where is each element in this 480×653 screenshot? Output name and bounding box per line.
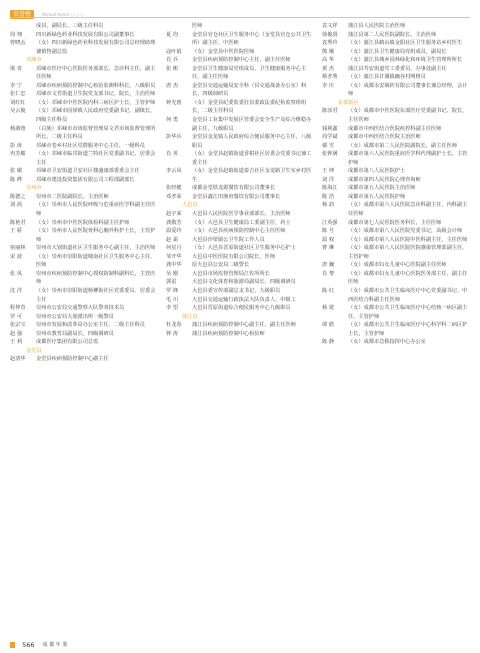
honoree-name: 徐俊贤 — [322, 31, 338, 38]
column-middle — [166, 22, 314, 338]
honoree-title: （女）成都市公共卫生临床医疗中心科学科二病区护士长，主管护师 — [348, 322, 468, 337]
honoree-entry — [166, 330, 314, 339]
region-heading: 邛崃市 — [26, 57, 42, 64]
honoree-entry — [166, 261, 314, 270]
honoree-title: （女）成都市第六人民医院急诊科副主任，内科副主任医师 — [348, 202, 468, 218]
honoree-entry — [166, 236, 314, 245]
honoree-title: （女）金堂县中医医院医师 — [192, 48, 255, 55]
honoree-name: 李 望 — [166, 305, 179, 312]
honoree-entry — [166, 296, 314, 305]
honoree-name: 温 权 — [322, 236, 335, 243]
honoree-title: （女）崇州市人民医院骨科心胸外科护士长，主管护师 — [36, 228, 156, 243]
honoree-name: 龚中华 — [166, 262, 182, 269]
honoree-title: 蒲江县疾病预防控制中心检验师 — [192, 330, 265, 337]
honoree-name: 何 勇 — [166, 117, 179, 124]
honoree-entry — [322, 321, 470, 338]
honoree-entry — [322, 270, 470, 287]
honoree-entry — [322, 150, 470, 167]
page-footer — [10, 634, 470, 649]
honoree-title: （女）金堂县赵镇街道香柑社区居委会党委书记兼工委主任 — [192, 151, 312, 166]
honoree-title: 崇州市公安局交通警察大队警务技术员 — [36, 305, 125, 312]
honoree-title: 金堂县官仓社区卫生服务中心（金堂县官仓公共卫生所）副主任、中医师 — [192, 31, 312, 47]
honoree-entry — [166, 31, 314, 48]
honoree-entry — [322, 107, 470, 124]
honoree-name: 曾晓丢 — [10, 40, 26, 47]
honoree-title: 崇州市大划街道社区卫生服务中心副主任，主治医师 — [36, 245, 156, 252]
honoree-entry — [10, 107, 158, 124]
honoree-entry — [322, 125, 470, 134]
honoree-name: 冉芳媚 — [10, 151, 26, 158]
honoree-entry — [322, 56, 470, 65]
honoree-title: 邛崃市文君街道卫生院党支部书记、院长，主治医师 — [36, 91, 156, 98]
honoree-title: 蒲江县疾病预防控制中心副主任，副主任医师 — [192, 322, 296, 329]
honoree-entry — [166, 167, 314, 184]
honoree-name: 刘 洋 — [322, 176, 335, 183]
honoree-entry — [166, 184, 314, 193]
honoree-name: 钱利鑫 — [322, 125, 338, 132]
honoree-title: 邛崃市卫安街道卫安社区楼盛康部委委会主任 — [36, 168, 140, 175]
honoree-name: 陈艳君 — [10, 219, 26, 226]
honoree-name: 周学斌 — [322, 134, 338, 141]
honoree-title: 金堂县疾病预防控制中心主任，副主任医师 — [192, 57, 291, 64]
honoree-entry — [10, 150, 158, 167]
honoree-entry — [166, 56, 314, 65]
honoree-entry — [10, 193, 158, 202]
honoree-entry — [10, 65, 158, 82]
honoree-entry — [322, 236, 470, 245]
honoree-title: （女）邛崃市固驿镇人民政府党委副书记、副镇长，四级主任科员 — [36, 108, 156, 124]
honoree-title: 成县，副局长、三级主任科员 — [36, 23, 104, 29]
honoree-title: （女）崇州市崇阳街道城南社区卫生服务中心主任、医师 — [36, 253, 156, 269]
honoree-name: 彭华兵 — [166, 134, 182, 141]
honoree-title: （女）大邑县卫生健康局工委副主任，药士 — [192, 219, 291, 226]
honoree-name: 龚敬芳 — [166, 219, 182, 226]
honoree-title: 金堂县金龙镇人民政府综合便民服务中心主任，八级职员 — [192, 134, 312, 149]
honoree-name: 李 宁 — [10, 82, 23, 89]
honoree-title: （女）金堂县赵镇街道泰吉社区金龙路卫生室乡村医生 — [192, 168, 312, 183]
honoree-entry — [10, 287, 158, 304]
honoree-entry — [10, 167, 158, 176]
honoree-name: 陈 静 — [322, 339, 335, 346]
honoree-entry — [10, 99, 158, 108]
section-badge: 荣誉榜 — [10, 10, 34, 19]
honoree-title: （女）大邑县疾病预防控制中心主任医师 — [192, 228, 286, 235]
honoree-entry — [166, 65, 314, 82]
honoree-name: 宋 波 — [10, 253, 23, 260]
honoree-entry — [322, 304, 470, 321]
honoree-name: 肖 兵 — [166, 57, 179, 64]
honoree-title: （女）蒲江县鹤山镇金阳社区卫生服务站乡村医生 — [348, 40, 463, 47]
honoree-name: 邓孝荣 — [166, 193, 182, 200]
honoree-title: 崇州市二医院副院长，主治医师 — [36, 193, 109, 200]
honoree-entry — [166, 133, 314, 150]
honoree-entry — [10, 270, 158, 287]
honoree-entry — [166, 82, 314, 99]
honoree-name: 寇叶娟 — [166, 48, 182, 55]
honoree-title: 邛崃市医疗中心医院医务部部长、急诊科主任，副主任医师 — [36, 65, 156, 81]
honoree-title: 金堂县鑫江田渔府餐饮有限公司董事长 — [192, 193, 281, 200]
honoree-title: 成都市第四人民医院心理咨询师 — [348, 176, 421, 183]
honoree-entry — [10, 338, 158, 347]
honoree-title: 金堂县工业集中发展区管委会安全生产及综合维稳办副主任，九级职员 — [192, 117, 312, 132]
honoree-entry — [166, 193, 314, 202]
honoree-name: 唐 巍 — [322, 262, 335, 269]
region-heading: 蒲江县 — [182, 313, 198, 320]
region-heading: 金堂县 — [26, 347, 42, 354]
honoree-title: 金堂县卫生健康局党组成员、卫生健康服务中心主任，副主任医师 — [192, 65, 307, 81]
honoree-name: 曹 琳 — [322, 245, 335, 252]
honoree-title: （女）四川新绿色药业科技发展有限公司总经理助理兼销售副总监 — [36, 40, 156, 55]
header-subtitle: Annual Honor ○ ○ ○ — [42, 12, 84, 17]
honoree-name: 刘红红 — [10, 99, 26, 106]
honoree-entry — [166, 48, 314, 57]
honoree-entry — [322, 82, 470, 99]
honoree-title: 邛崃市建设投资集团有限公司工程部副部长 — [36, 176, 135, 183]
honoree-entry — [10, 90, 158, 99]
honoree-name: 周 翔 — [10, 31, 23, 38]
honoree-name: 温爱玲 — [166, 228, 182, 235]
honoree-title: 成都市第五人民医院主治医师 — [348, 185, 416, 192]
honoree-name: 沈 洋 — [10, 287, 23, 294]
honoree-name: 蔡孝秀 — [322, 74, 338, 81]
honoree-entry — [10, 253, 158, 270]
honoree-title: 崇州市疾病预防控制中心授权防制科副科长，主管医师 — [36, 270, 156, 286]
honoree-entry — [166, 304, 314, 313]
honoree-title: （白族）邛崃市市场监督管理局文君市场监督管理所所长，二级主任科员 — [36, 125, 156, 141]
honoree-name: 程仲奇 — [10, 305, 26, 312]
honoree-name: 王 坤 — [322, 168, 335, 175]
honoree-name: 熊 娥 — [322, 48, 335, 55]
honoree-name: 杜龙春 — [166, 322, 182, 329]
honoree-title: 大邑县晋原街道综合便民服务中心九级职员 — [192, 305, 291, 312]
honoree-name: 邹开华 — [166, 253, 182, 260]
honoree-title: （女）成都市第八人民医院医院感染管理部副主任，主管护师 — [348, 245, 468, 260]
honoree-entry — [10, 125, 158, 142]
honoree-name: 肖 英 — [166, 151, 179, 158]
honoree-title: 成都金堂铁龙源餐饮有限公司董事长 — [192, 185, 276, 192]
region-heading: 大邑县 — [182, 202, 198, 209]
honoree-entry — [10, 82, 158, 91]
honoree-title: 成都医疗集团有限公司总监 — [36, 339, 99, 346]
column-right — [322, 22, 470, 347]
honoree-entry — [322, 31, 470, 40]
honoree-title: 崇州市公安局大划派出所一级警员 — [36, 313, 114, 320]
honoree-title: （女）成都市第八人民医院中医科副主任，主任医师 — [348, 236, 468, 243]
honoree-name: 袁秀玲 — [322, 40, 338, 47]
honoree-name: 张钟满 — [322, 151, 338, 158]
honoree-entry — [322, 184, 470, 193]
honoree-entry — [10, 313, 158, 322]
honoree-entry — [10, 244, 158, 253]
honoree-title: （女）邛崃市中医医院内科三病区护士长，主管护师 — [36, 99, 156, 106]
honoree-title: 大邑县沙渠镇公卫生院工作人员 — [192, 236, 265, 243]
honoree-title: 大邑县中医医院有限公司院长、医师 — [192, 253, 276, 260]
honoree-name: 彭 涛 — [10, 142, 23, 149]
honoree-entry — [322, 227, 470, 236]
honoree-entry — [166, 244, 314, 253]
honoree-entry — [10, 227, 158, 244]
honoree-title: 蒲江县寿安街道党工委委员、办事处副主任 — [348, 65, 447, 72]
honoree-title: （女）成都市妇女儿童中心医院副主任医师 — [348, 262, 447, 269]
honoree-name: 张仁忠 — [10, 91, 26, 98]
honoree-entry — [166, 270, 314, 279]
honoree-entry — [166, 116, 314, 133]
honoree-title: 大邑县交通运输行政执法大队负责人、中级工 — [192, 296, 296, 303]
honoree-entry — [166, 99, 314, 116]
honoree-name: 赵清华 — [10, 356, 26, 363]
honoree-title: 医师 — [192, 23, 203, 29]
honoree-title: 邛崃市卷乡村社区党群服务中心主任，一级科员 — [36, 142, 145, 149]
honoree-title: 崇州市发展和改革局办公室主任、二级主任科员 — [36, 322, 145, 329]
honoree-title: 成都市第六人民医院重症医学科代理副护士长，主管护师 — [348, 151, 468, 166]
honoree-title: （女）成都永安制药有限公司董事长兼总经理，会计师 — [348, 82, 468, 98]
honoree-entry — [166, 219, 314, 228]
honoree-title: （女）成都市急救指挥中心办公室 — [348, 339, 426, 346]
honoree-name: 高 华 — [322, 57, 335, 64]
honoree-title: 蒲江县第二人民医院副院长，主治医师 — [348, 31, 437, 38]
honoree-entry — [322, 219, 470, 228]
honoree-entry — [322, 65, 470, 74]
honoree-name: 张 凤 — [10, 270, 23, 277]
honoree-entry — [166, 227, 314, 236]
honoree-name: 陈 号 — [322, 228, 335, 235]
honoree-name: 赵 霜 — [166, 236, 179, 243]
honoree-title: 崇州市教育局副局长，四级调研员 — [36, 330, 114, 337]
honoree-title: 成都市中西医结合医院疾控科副主任医师 — [348, 125, 442, 132]
honoree-entry — [10, 219, 158, 228]
honoree-title: （女）成都市第二人民医院副院长，副主任医师 — [348, 142, 457, 149]
honoree-title: （女）崇州市崇阳街道杨柳街社区党委委员、居委会主任 — [36, 287, 156, 303]
honoree-name: 江英强 — [322, 219, 338, 226]
honoree-title: 大邑县市场监督管理局江佐所所长 — [192, 270, 270, 277]
region-heading: 东部新区 — [338, 99, 359, 106]
column-left — [10, 22, 158, 364]
honoree-title: 蒲江县人民医院主治医师 — [348, 23, 406, 29]
honoree-title: 四川新绿色药业科技发展有限公司副董事长 — [36, 31, 135, 38]
honoree-entry-continued — [10, 22, 158, 31]
honoree-name: 张宗宝 — [10, 322, 26, 329]
header-rule — [10, 17, 470, 18]
honoree-title: 大邑县委宣传部副总支书记、九级职员 — [192, 287, 281, 294]
page-number: 566 — [22, 640, 35, 649]
honoree-entry — [166, 150, 314, 167]
honoree-title: 金堂县疾病预防控制中心副主任 — [36, 356, 109, 363]
honoree-name: 张经健 — [166, 185, 182, 192]
honoree-entry — [322, 176, 470, 185]
honoree-name: 杨 铣 — [322, 305, 335, 312]
honoree-title: （女）蒲江县城乡园林绿化和环境卫生管理所所长 — [348, 57, 463, 64]
honoree-title: 大邑县人民医院医学事业部部长、主治医师 — [192, 211, 291, 218]
honoree-name: 黄 杰 — [322, 65, 335, 72]
honoree-name: 王 利 — [10, 339, 23, 346]
publication-name: 成 都 年 鉴 — [42, 642, 68, 648]
honoree-title: （女）邛崃市临邛街道兰特社区党委副书记、居委会主任 — [36, 151, 156, 166]
honoree-name: 谭 皓 — [322, 322, 335, 329]
honoree-entry — [10, 330, 158, 339]
honoree-entry — [322, 193, 470, 202]
honoree-title: 大邑县文化体育和旅游局副局长、四级调研员 — [192, 279, 296, 286]
honoree-entry — [10, 31, 158, 40]
honoree-title: （女）成都市公共卫生临床医疗中心结核一病区副主任，主管护师 — [348, 305, 468, 320]
honoree-name: 陈德之 — [10, 193, 26, 200]
honoree-name: 杨淑蓉 — [10, 125, 26, 132]
honoree-name: 吴云俊 — [10, 108, 26, 115]
honoree-title: 金堂县交通运输局安全科（县交通战备办公室）科长，四级调研员 — [192, 82, 307, 98]
honoree-entry — [10, 201, 158, 218]
honoree-name: 赵宇来 — [166, 211, 182, 218]
honoree-name: 宿丽林 — [10, 245, 26, 252]
honoree-title: （女）大邑县晋原街道社区卫生服务中心护士 — [192, 245, 296, 252]
region-heading: 崇州市 — [26, 185, 42, 192]
honoree-title: 成都市第五人民医院护师 — [348, 193, 406, 200]
honoree-entry — [322, 48, 470, 57]
honoree-entry — [10, 321, 158, 330]
page-header — [10, 4, 470, 16]
honoree-name: 李 庆 — [322, 82, 335, 89]
honoree-name: 陈 红 — [322, 287, 335, 294]
honoree-name: 吴 刚 — [166, 270, 179, 277]
honoree-entry — [166, 321, 314, 330]
honoree-entry — [322, 39, 470, 48]
honoree-entry — [10, 176, 158, 185]
honoree-entry — [322, 287, 470, 304]
page-marker-icon — [10, 642, 15, 648]
honoree-name: 张 敏 — [10, 168, 23, 175]
honoree-entry — [322, 22, 470, 31]
honoree-name: 唐 杰 — [166, 82, 179, 89]
honoree-entry — [10, 39, 158, 56]
honoree-name: 郭雷 — [166, 279, 177, 286]
honoree-title: 成都市第七人民医院医务科长，主任医师 — [348, 219, 442, 226]
honoree-title: （女）蒲江县甘溪镇幽谷村网格员 — [348, 74, 426, 81]
honoree-name: 王 骄 — [10, 228, 23, 235]
honoree-entry — [322, 133, 470, 142]
honoree-name: 杨 韵 — [322, 202, 335, 209]
honoree-entry — [166, 210, 314, 219]
honoree-name: 毛 川 — [166, 296, 179, 303]
honoree-title: 成都市第八人民医院护士 — [348, 168, 406, 175]
honoree-entry — [166, 287, 314, 296]
honoree-name: 钟光惠 — [166, 99, 182, 106]
honoree-name: 陈 浩 — [322, 193, 335, 200]
honoree-entry-continued — [166, 22, 314, 31]
honoree-title: （女）成都市妇女儿童中心医院医务部主任，副主任医师 — [348, 270, 468, 286]
honoree-title: 邛崃市疾病预防控制中心检验监测科科长，八级职员 — [36, 82, 156, 89]
honoree-entry — [10, 142, 158, 151]
honoree-title: （女）成都市中医医院东部医疗党委副书记、院长，主任医师 — [348, 108, 468, 124]
honoree-name: 赵 强 — [10, 330, 23, 337]
honoree-entry — [322, 201, 470, 218]
honoree-name: 袁文祥 — [322, 23, 338, 29]
honoree-name: 陈 晔 — [10, 176, 23, 183]
honoree-title: （女）崇州市人民医院呼吸与危重症医学科副主任医师 — [36, 202, 156, 218]
honoree-name: 夏 均 — [166, 31, 179, 38]
honoree-name: 肖 黎 — [322, 270, 335, 277]
honoree-entry — [166, 278, 314, 287]
honoree-title: （女）成都市第八人民医院党委书记，高级会计师 — [348, 228, 463, 235]
honoree-entry — [322, 142, 470, 151]
honoree-entry — [166, 253, 314, 262]
honoree-name: 罗 锋 — [166, 287, 179, 294]
honoree-name: 钟 涛 — [166, 330, 179, 337]
honoree-title: 原大邑县公安局二级警长 — [192, 262, 250, 269]
honoree-entry — [322, 261, 470, 270]
honoree-title: （女）崇州市中医医院体检科副主任护师 — [36, 219, 130, 226]
honoree-entry — [10, 304, 158, 313]
honoree-name: 梁 奇 — [10, 65, 23, 72]
honoree-name: 陈海江 — [322, 185, 338, 192]
honoree-entry — [10, 355, 158, 364]
honoree-title: （女）金堂县纪委监委驻县委政法委纪检监察组组长，二级主任科员 — [192, 99, 307, 115]
honoree-title: 成都市中西医结合医院主治医师 — [348, 134, 421, 141]
honoree-entry — [322, 73, 470, 82]
honoree-entry — [322, 167, 470, 176]
honoree-name: 刘 茜 — [10, 202, 23, 209]
honoree-name: 罗 可 — [10, 313, 23, 320]
honoree-name: 谢 雪 — [322, 142, 335, 149]
honoree-title: （女）成都市公共卫生临床医疗中心党委副书记、中西医结合科副主任医师 — [348, 287, 468, 303]
honoree-name: 何星月 — [166, 245, 182, 252]
honoree-name: 张 彬 — [166, 65, 179, 72]
honoree-entry — [322, 244, 470, 261]
honoree-title: （女）蒲江县卫生健康局党组成员，副局长 — [348, 48, 447, 55]
honoree-entry — [322, 338, 470, 347]
honoree-name: 李云凤 — [166, 168, 182, 175]
honoree-name: 陈泽君 — [322, 108, 338, 115]
